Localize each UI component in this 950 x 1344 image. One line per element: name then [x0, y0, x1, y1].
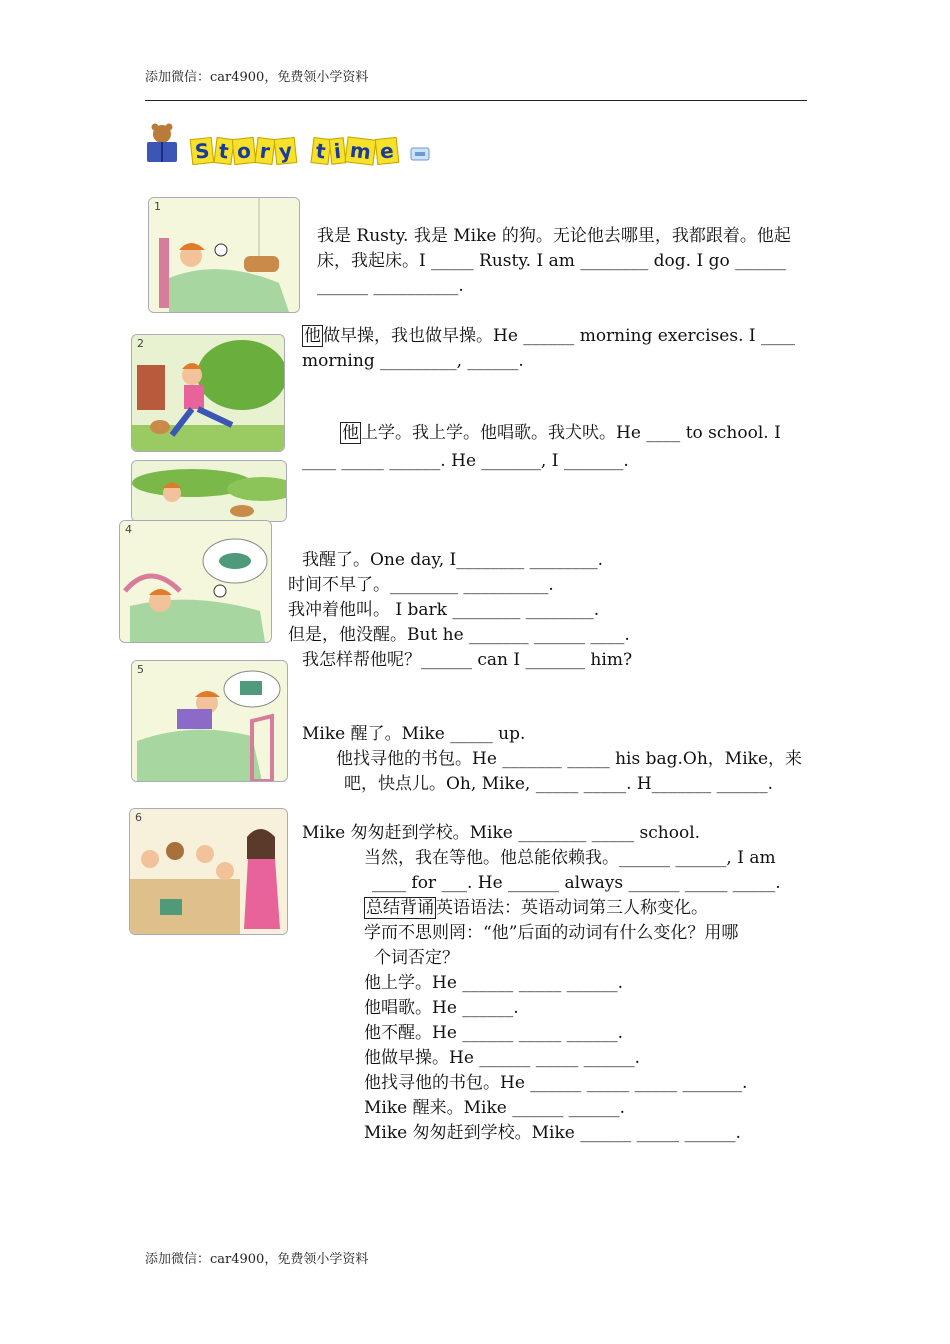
text-line	[340, 421, 781, 446]
story-picture-2	[131, 334, 285, 452]
story-letter: r	[254, 137, 275, 165]
text-line: 我冲着他叫。 I bark ________ ________.	[288, 600, 600, 620]
text-line: 但是，他没醒。But he _______ ______ ____.	[288, 625, 630, 645]
summary-item: 他唱歌。He ______.	[364, 998, 519, 1018]
book-reading-bear-icon	[144, 122, 180, 164]
text-line: 他找寻他的书包。He _______ _____ his bag.Oh，Mike，来	[336, 749, 803, 769]
summary-item: 他做早操。He ______ _____ ______.	[364, 1048, 641, 1068]
story-letter: y	[273, 137, 297, 165]
summary-title	[364, 896, 747, 921]
panel-2-text	[302, 324, 795, 374]
panel-6-text	[302, 821, 781, 896]
text-line: 我醒了。One day, I________ ________.	[302, 550, 604, 570]
summary-title-rest: 英语语法：英语动词第三人称变化。	[436, 898, 708, 918]
summary-question: 个词否定？	[374, 948, 459, 968]
text-line: ____ _____ ______. He _______, I _______.	[302, 451, 629, 471]
text-line-rest: 做早操，我也做早操。He ______ morning exercises. I ____	[323, 326, 796, 346]
story-time-banner	[144, 122, 430, 164]
boxed-word: 总结背诵	[366, 898, 434, 918]
text-line	[302, 324, 795, 349]
picture-number: 6	[135, 811, 142, 824]
time-word	[312, 138, 399, 164]
summary-section	[364, 896, 747, 1146]
page-header: 添加微信：car4900，免费领小学资料	[145, 70, 369, 85]
story-letter: t	[213, 137, 234, 165]
panel-3-text	[340, 421, 781, 446]
summary-question: 学而不思则罔：“他”后面的动词有什么变化？用哪	[364, 923, 739, 943]
text-line: 当然，我在等他。他总能依赖我。______ ______, I am	[364, 848, 776, 868]
story-word	[191, 138, 297, 164]
time-letter: e	[375, 137, 399, 165]
text-line: Mike 醒了。Mike _____ up.	[302, 724, 526, 744]
header-divider	[145, 100, 807, 101]
panel-5-text	[302, 722, 802, 797]
text-line: 吧，快点儿。Oh, Mike, _____ _____. H_______ ______.	[344, 774, 774, 794]
summary-item: Mike 醒来。Mike ______ ______.	[364, 1098, 626, 1118]
story-letter: o	[232, 137, 256, 165]
text-line-rest: 上学。我上学。他唱歌。我犬吠。He ____ to school. I	[361, 423, 781, 443]
story-picture-1	[148, 197, 300, 313]
story-picture-4	[119, 520, 272, 643]
boxed-word: 他	[342, 423, 359, 443]
panel-4-text	[288, 548, 632, 673]
panel-1-text	[317, 224, 791, 299]
audio-icon	[410, 147, 430, 161]
text-line: 时间不早了。________ __________.	[288, 575, 554, 595]
picture-number: 5	[137, 663, 144, 676]
time-letter: t	[310, 137, 331, 165]
text-line: ______ __________.	[317, 276, 464, 296]
picture-number: 2	[137, 337, 144, 350]
time-letter: i	[329, 137, 346, 164]
story-picture-5	[131, 660, 288, 782]
summary-item: 他不醒。He ______ _____ ______.	[364, 1023, 624, 1043]
summary-item: 他上学。He ______ _____ ______.	[364, 973, 624, 993]
text-line: 床，我起床。I _____ Rusty. I am ________ dog. I go ______	[317, 251, 787, 271]
text-line: 我怎样帮他呢？______ can I _______ him?	[302, 650, 633, 670]
story-letter: S	[190, 137, 215, 165]
panel-3-text-cont	[302, 449, 629, 474]
picture-number: 4	[125, 523, 132, 536]
summary-item: 他找寻他的书包。He ______ _____ _____ _______.	[364, 1073, 748, 1093]
picture-number: 1	[154, 200, 161, 213]
page-footer: 添加微信：car4900，免费领小学资料	[145, 1252, 369, 1267]
story-picture-6	[129, 808, 288, 935]
boxed-word: 他	[304, 326, 321, 346]
time-letter: m	[345, 136, 377, 165]
story-picture-3	[131, 460, 287, 522]
text-line: Mike 匆匆赶到学校。Mike ________ _____ school.	[302, 823, 701, 843]
text-line: morning _________, ______.	[302, 351, 524, 371]
text-line: ____ for ___. He ______ always ______ _____ _____.	[372, 873, 781, 893]
summary-item: Mike 匆匆赶到学校。Mike ______ _____ ______.	[364, 1123, 741, 1143]
text-line: 我是 Rusty. 我是 Mike 的狗。无论他去哪里，我都跟着。他起	[317, 226, 791, 246]
